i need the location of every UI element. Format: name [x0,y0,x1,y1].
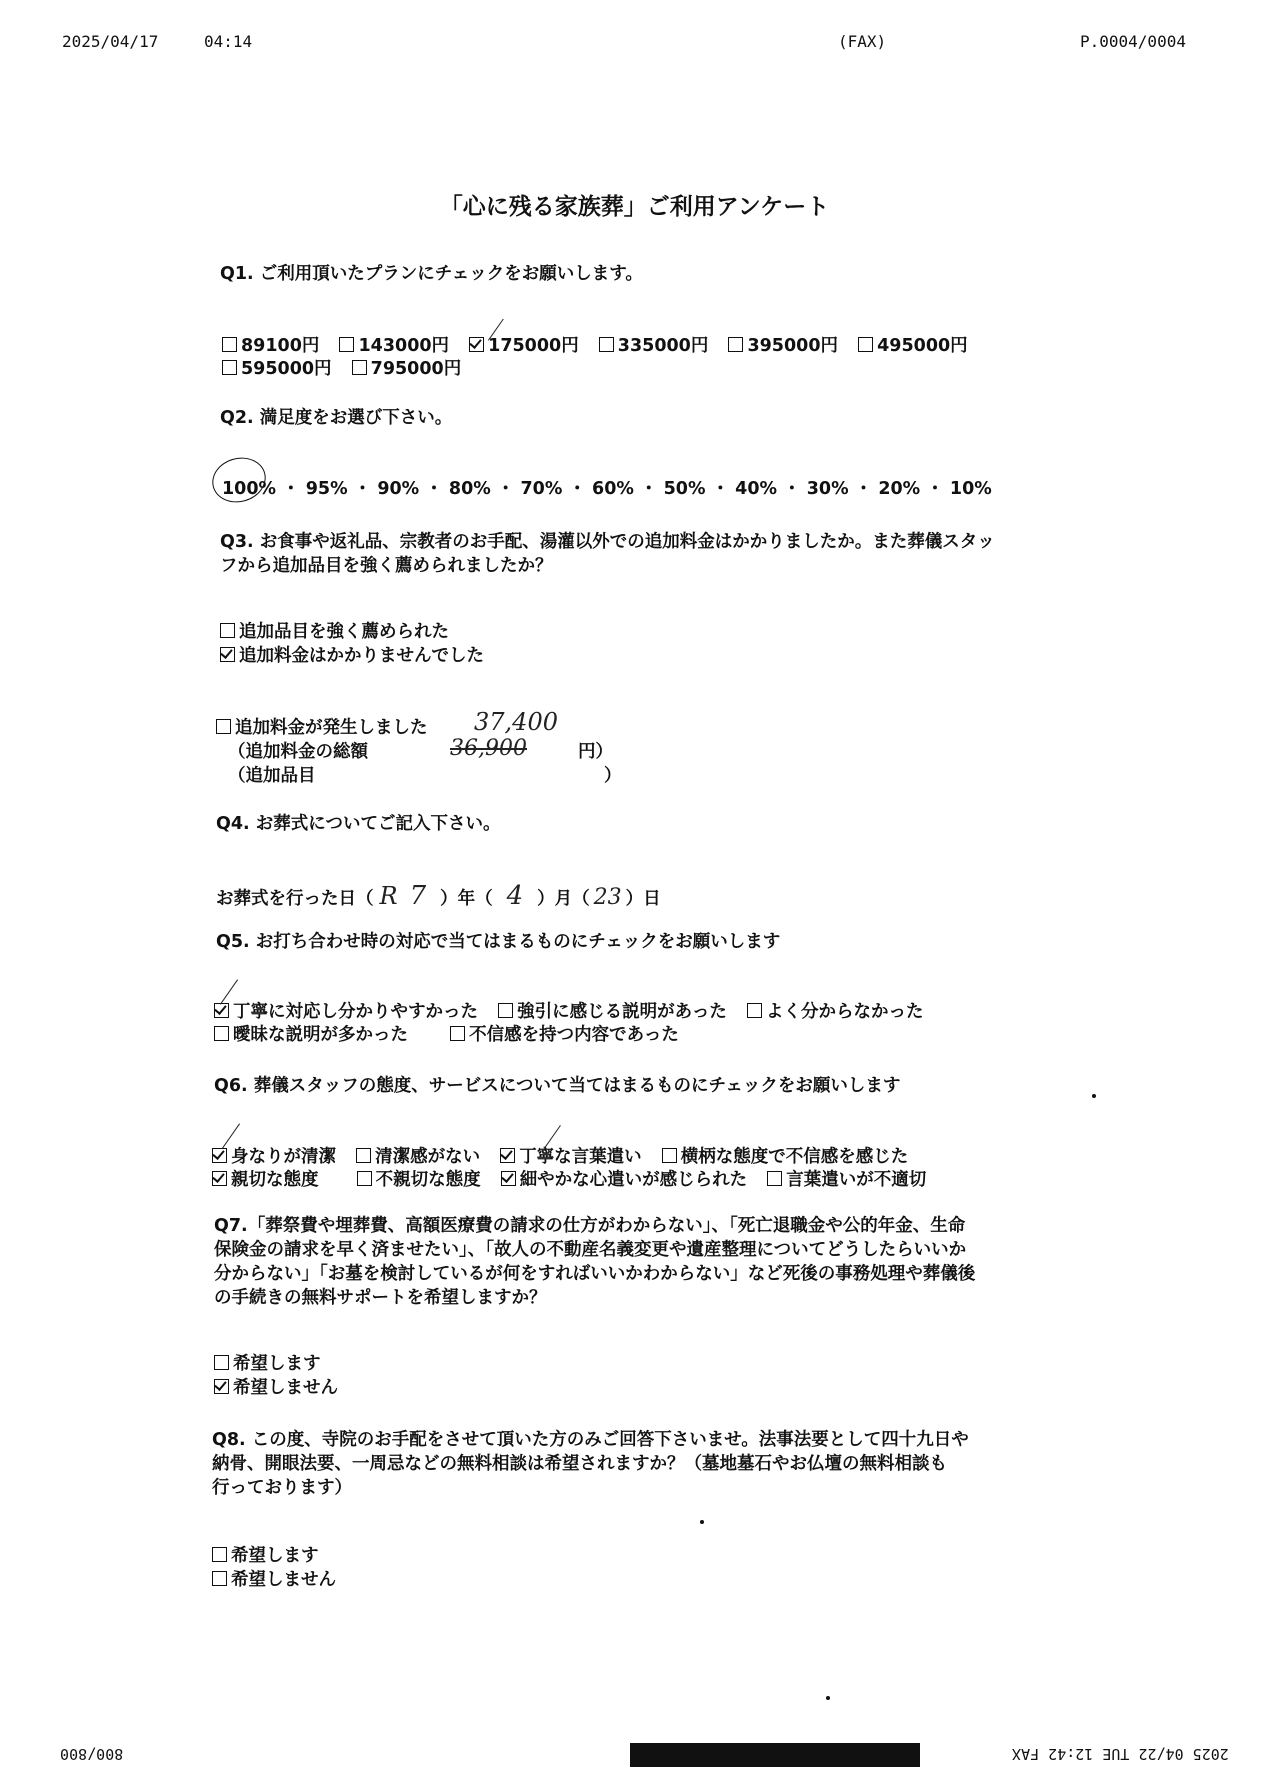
checkbox-icon[interactable] [214,1026,229,1041]
q1-question: Q1. ご利用頂いたプランにチェックをお願いします。 [220,264,643,284]
q8-question-line3: 行っております） [212,1478,352,1498]
q2-question: Q2. 満足度をお選び下さい。 [220,408,453,428]
checkbox-icon[interactable] [212,1547,227,1562]
q6-option-checked[interactable]: 親切な態度 [212,1170,319,1190]
q7-question-line3: 分からない」「お墓を検討しているが何をすればいいかわからない」など死後の事務処理や葬儀後 [214,1264,976,1284]
handwritten-year: 7 [409,881,427,911]
q5-option[interactable]: よく分からなかった [747,1002,924,1022]
fax-label: (FAX) [838,32,887,51]
q5-options-row2 [214,1023,693,1047]
fax-footer-left: 800/800 [60,1745,124,1763]
checkbox-icon[interactable] [767,1171,782,1186]
checked-checkbox-icon[interactable] [212,1148,227,1163]
q2-satisfaction-scale[interactable]: 100% ・ 95% ・ 90% ・ 80% ・ 70% ・ 60% ・ 50% ・ 40% ・ 30% ・ 20% ・ 10% [222,479,992,499]
checked-checkbox-icon[interactable] [214,1379,229,1394]
checkbox-icon[interactable] [212,1571,227,1586]
checked-checkbox-icon[interactable] [212,1171,227,1186]
q1-options-row2 [222,357,475,381]
fax-page-number: P.0004/0004 [1080,32,1186,51]
q6-option[interactable]: 言葉遣いが不適切 [767,1170,926,1190]
q1-option[interactable]: 335000円 [599,336,709,356]
q6-options-row1 [212,1145,922,1169]
q6-option-checked[interactable]: 身なりが清潔 [212,1147,336,1167]
q6-question: Q6. 葬儀スタッフの態度、サービスについて当てはまるものにチェックをお願いします [214,1076,901,1096]
q3-option-extra-charge[interactable]: 追加料金が発生しました [216,716,428,740]
q6-option[interactable]: 横柄な態度で不信感を感じた [662,1147,909,1167]
q8-question-line1: Q8. この度、寺院のお手配をさせて頂いた方のみご回答下さいませ。法事法要として四十九日や [212,1430,969,1450]
q6-option[interactable]: 清潔感がない [356,1147,480,1167]
scan-speck [1092,1094,1096,1098]
checkbox-icon[interactable] [222,360,237,375]
checkbox-icon[interactable] [498,1003,513,1018]
q8-question-line2: 納骨、開眼法要、一周忌などの無料相談は希望されますか？（墓地墓石やお仏壇の無料相談も [212,1454,947,1474]
checkbox-icon[interactable] [339,337,354,352]
q7-option-not-want[interactable]: 希望しません [214,1376,338,1400]
fax-date: 2025/04/17 [62,32,159,51]
q1-option[interactable]: 395000円 [728,336,838,356]
checkbox-icon[interactable] [356,1148,371,1163]
checked-checkbox-icon[interactable] [214,1003,229,1018]
q6-option-checked[interactable]: 細やかな心遣いが感じられた [501,1170,748,1190]
checkbox-icon[interactable] [728,337,743,352]
q1-option[interactable]: 89100円 [222,336,319,356]
checked-checkbox-icon[interactable] [469,337,484,352]
checked-checkbox-icon[interactable] [500,1148,515,1163]
q8-option-not-want[interactable]: 希望しません [212,1568,336,1592]
handwritten-day: 23 [593,885,622,910]
checkbox-icon[interactable] [599,337,614,352]
checked-checkbox-icon[interactable] [501,1171,516,1186]
survey-title: 「心に残る家族葬」ご利用アンケート [439,194,830,220]
q3-total-label: （追加料金の総額 [228,742,368,762]
q3-question-line2: フから追加品目を強く薦められましたか？ [220,556,553,576]
q4-funeral-date: お葬式を行った日（ R 7 ）年（ 4 ）月（ 23 ）日 [216,881,661,911]
checkbox-icon[interactable] [214,1355,229,1370]
checkbox-icon[interactable] [357,1171,372,1186]
q5-question: Q5. お打ち合わせ時の対応で当てはまるものにチェックをお願いします [216,932,781,952]
handwritten-month: 4 [506,881,524,911]
checked-checkbox-icon[interactable] [220,647,235,662]
fax-footer-transmission-stamp: 2025 04/22 TUE 12:42 FAX [1012,1745,1229,1763]
q6-options-row2 [212,1168,940,1192]
q1-options-row1 [222,334,982,358]
checkbox-icon[interactable] [858,337,873,352]
checkbox-icon[interactable] [747,1003,762,1018]
scan-speck [700,1520,704,1524]
q1-option-checked[interactable]: 175000円 [469,336,579,356]
q3-option-no-extra-charge[interactable]: 追加料金はかかりませんでした [220,644,484,668]
q5-option[interactable]: 強引に感じる説明があった [498,1002,727,1022]
checkbox-icon[interactable] [222,337,237,352]
checkbox-icon[interactable] [220,623,235,638]
q1-option[interactable]: 143000円 [339,336,449,356]
q7-question-line1: Q7.「葬祭費や埋葬費、高額医療費の請求の仕方がわからない」、「死亡退職金や公的年金、生命 [214,1216,966,1236]
q1-option[interactable]: 495000円 [858,336,968,356]
q7-question-line4: の手続きの無料サポートを希望しますか？ [214,1288,547,1308]
q4-question: Q4. お葬式についてご記入下さい。 [216,814,501,834]
q1-option[interactable]: 795000円 [352,359,462,379]
q3-items-label: （追加品目 [228,766,316,786]
q5-options-row1 [214,1000,938,1024]
q3-question-line1: Q3. お食事や返礼品、宗教者のお手配、湯灌以外での追加料金はかかりましたか。また葬儀スタッ [220,532,995,552]
checkbox-icon[interactable] [662,1148,677,1163]
q5-option-checked[interactable]: 丁寧に対応し分かりやすかった [214,1002,478,1022]
fax-time: 04:14 [204,32,253,51]
q8-option-want[interactable]: 希望します [212,1544,319,1568]
q1-option[interactable]: 595000円 [222,359,332,379]
q5-option[interactable]: 曖昧な説明が多かった [214,1025,408,1045]
q6-option[interactable]: 不親切な態度 [357,1170,481,1190]
fax-footer-black-bar [630,1743,920,1767]
handwritten-total-amount: 37,400 [474,708,558,736]
q3-option-recommended[interactable]: 追加品目を強く薦められた [220,620,449,644]
checkbox-icon[interactable] [450,1026,465,1041]
q6-option-checked[interactable]: 丁寧な言葉遣い [500,1147,642,1167]
q7-question-line2: 保険金の請求を早く済ませたい」、「故人の不動産名義変更や遺産整理についてどうしたらいいか [214,1240,967,1260]
q7-option-want[interactable]: 希望します [214,1352,321,1376]
q3-items-close: ） [604,766,622,786]
checkbox-icon[interactable] [216,719,231,734]
q3-total-unit: 円） [578,742,613,762]
q5-option[interactable]: 不信感を持つ内容であった [450,1025,679,1045]
handwritten-era: R [379,882,398,910]
scan-speck [826,1696,830,1700]
handwritten-crossed-out-amount: 36,900 [450,736,527,761]
checkbox-icon[interactable] [352,360,367,375]
